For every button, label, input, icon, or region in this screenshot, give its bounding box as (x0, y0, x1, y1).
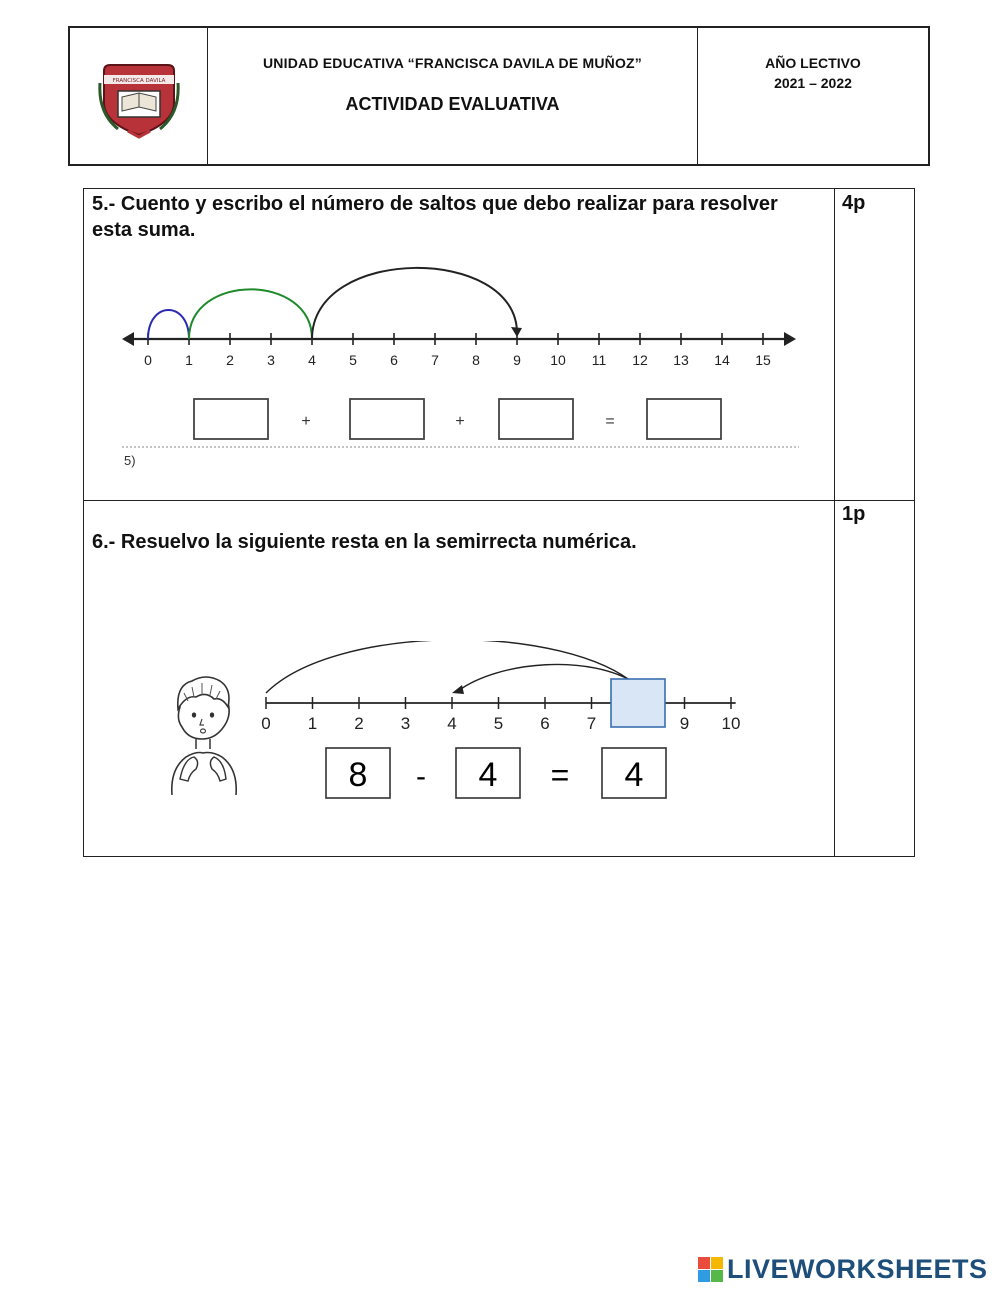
year-label: AÑO LECTIVO (765, 55, 861, 71)
tick-label: 0 (261, 714, 271, 733)
tick-label: 4 (447, 714, 457, 733)
axis-arrow-right (784, 332, 796, 346)
answer-box-3[interactable] (499, 399, 573, 439)
tick-label: 10 (721, 714, 741, 733)
axis-arrow-left (122, 332, 134, 346)
tick-label: 9 (679, 714, 690, 733)
tick-label: 8 (472, 352, 480, 368)
operator-symbol: + (455, 413, 465, 430)
number-line-addition (114, 259, 814, 479)
svg-text:FRANCISCA DAVILA: FRANCISCA DAVILA (112, 78, 165, 84)
tick-label: 1 (307, 714, 318, 733)
year-range: 2021 – 2022 (774, 75, 852, 91)
tick-label: 6 (540, 714, 550, 733)
tick-label: 2 (354, 714, 364, 733)
jump-arc (189, 289, 312, 339)
question-5-points: 4p (842, 192, 866, 214)
year-cell (698, 28, 928, 164)
jump-arc (312, 268, 517, 339)
missing-number-box[interactable] (611, 679, 665, 727)
equation-a: 8 (348, 756, 368, 794)
jump-arc (266, 641, 638, 693)
logo-cell (70, 28, 208, 164)
tick-label: 3 (267, 352, 275, 368)
tick-label: 10 (550, 352, 566, 368)
school-name: UNIDAD EDUCATIVA “FRANCISCA DAVILA DE MUÑOZ” (262, 55, 642, 71)
operator-symbol: = (605, 413, 615, 430)
number-line-subtraction (254, 641, 774, 761)
tick-label: 7 (586, 714, 597, 733)
question-6-text: 6.- Resuelvo la siguiente resta en la semirrecta numérica. (92, 531, 637, 553)
equation-b: 4 (478, 756, 498, 794)
questions-table (83, 188, 915, 857)
jump-arrowhead (452, 685, 464, 694)
child-illustration (162, 673, 252, 798)
tick-label: 11 (591, 352, 607, 368)
tick-label: 13 (673, 352, 689, 368)
answer-box-result[interactable] (647, 399, 721, 439)
jump-arrowhead (511, 327, 522, 337)
answer-box-1[interactable] (194, 399, 268, 439)
tick-label: 1 (185, 352, 193, 368)
tick-label: 4 (308, 352, 316, 368)
tick-label: 14 (714, 352, 730, 368)
question-6-row (84, 501, 914, 856)
equation-minus: - (416, 760, 426, 793)
tick-label: 3 (400, 714, 411, 733)
subtraction-equation (324, 746, 684, 806)
tick-label: 2 (226, 352, 234, 368)
equation-equals: = (550, 757, 570, 793)
tick-label: 5 (493, 714, 504, 733)
tick-label: 9 (513, 352, 521, 368)
question-5-text: 5.- Cuento y escribo el número de saltos que debo realizar para resolver esta suma. (92, 193, 778, 241)
tick-label: 15 (755, 352, 771, 368)
item-number-label: 5) (124, 453, 136, 468)
title-cell (208, 28, 698, 164)
jump-arc (148, 310, 189, 339)
school-crest-logo (96, 53, 182, 139)
answer-box-2[interactable] (350, 399, 424, 439)
liveworksheets-watermark (698, 1254, 988, 1285)
question-6-points: 1p (842, 503, 866, 525)
tick-label: 0 (144, 352, 152, 368)
activity-title: ACTIVIDAD EVALUATIVA (345, 94, 560, 114)
question-5-row (84, 189, 914, 501)
watermark-text: LIVEWORKSHEETS (727, 1254, 988, 1284)
equation-result: 4 (624, 756, 644, 794)
operator-symbol: + (301, 413, 311, 430)
tick-label: 12 (632, 352, 648, 368)
header-table (68, 26, 930, 166)
liveworksheets-logo-icon (698, 1257, 724, 1283)
tick-label: 7 (431, 352, 439, 368)
tick-label: 5 (349, 352, 357, 368)
tick-label: 6 (390, 352, 398, 368)
